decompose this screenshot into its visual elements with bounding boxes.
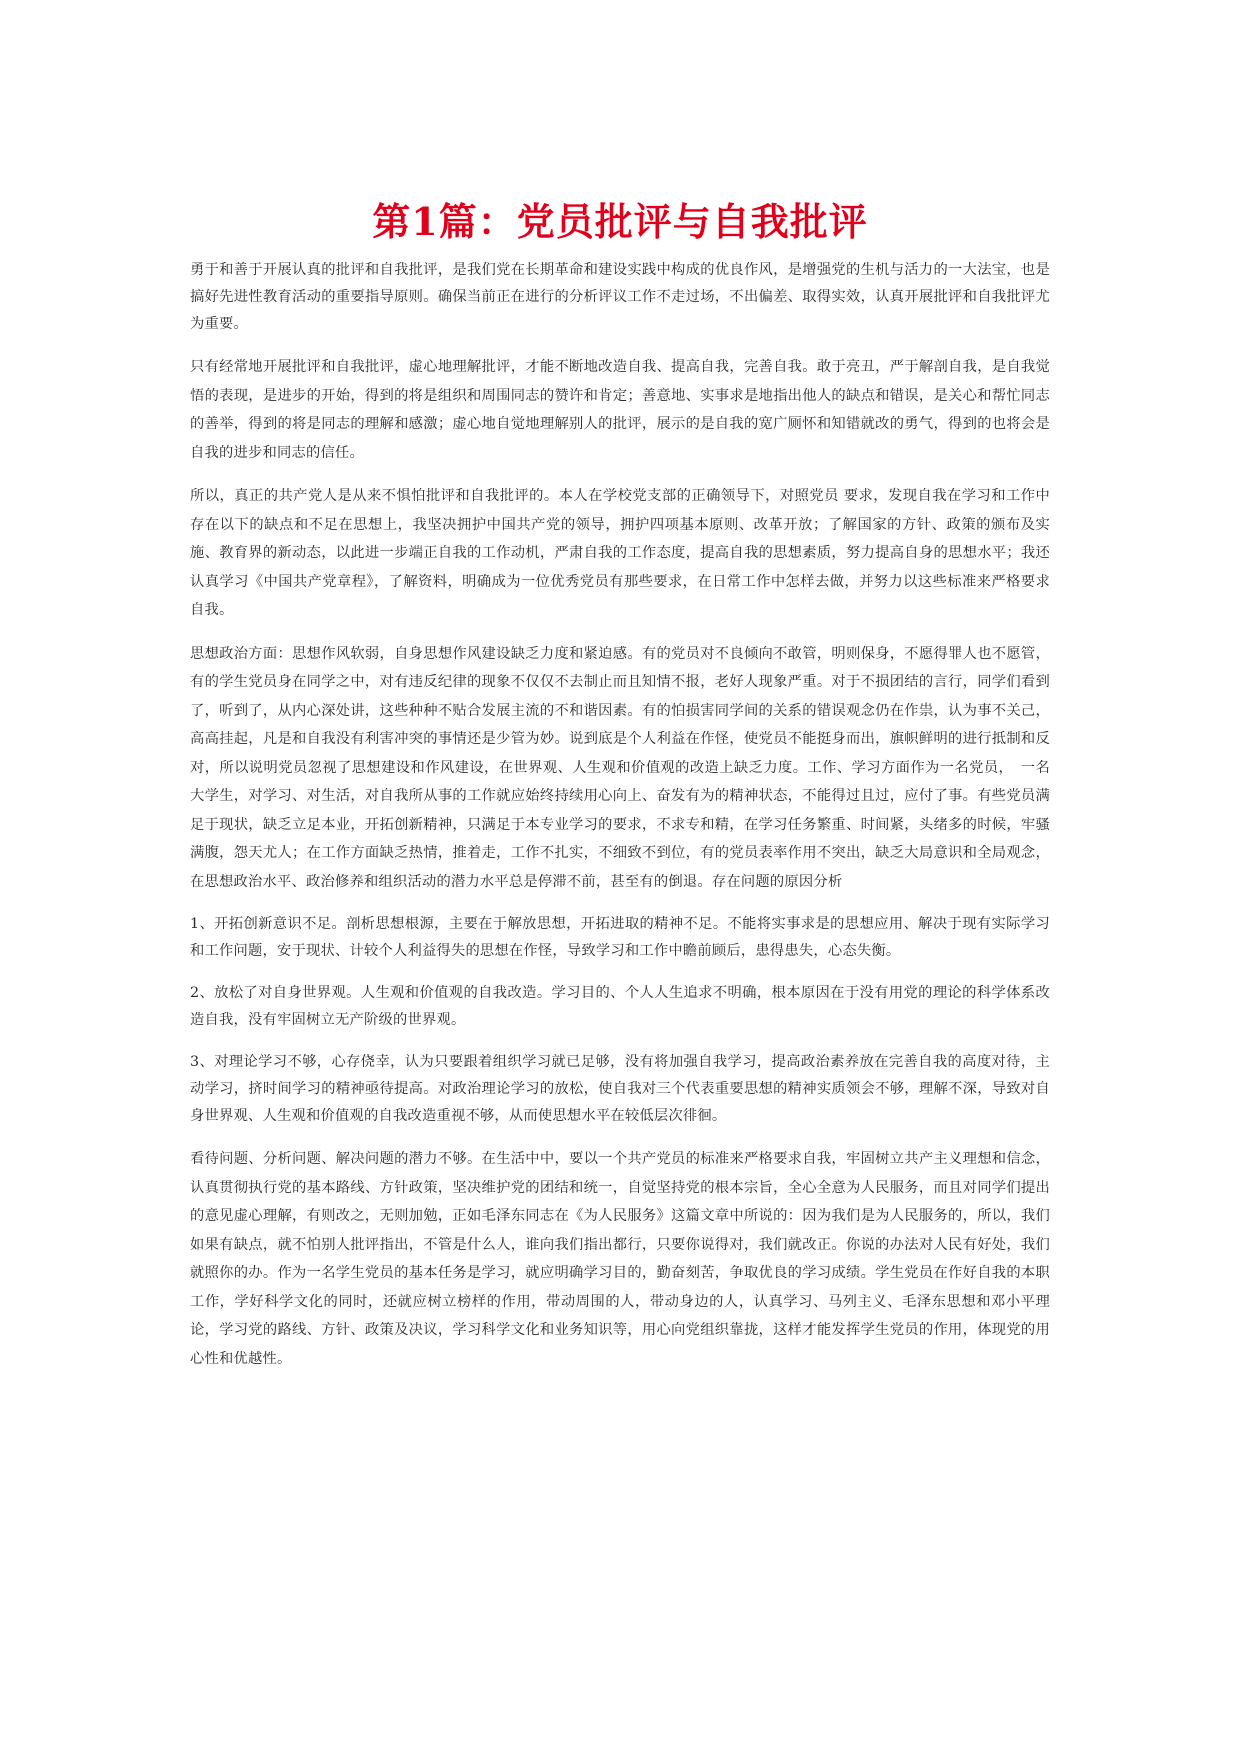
document-title: 第1篇：党员批评与自我批评	[372, 199, 868, 245]
paragraph-6: 2、放松了对自身世界观。人生观和价值观的自我改造。学习目的、个人人生追求不明确，根本原因在于没有用党的理论的科学体系改造自我，没有牢固树立无产阶级的世界观。	[190, 985, 1050, 1028]
paragraph-2: 只有经常地开展批评和自我批评，虚心地理解批评，才能不断地改造自我、提高自我，完善自我。敢于亮丑，严于解剖自我，是自我觉悟的表现，是进步的开始，得到的将是组织和周围同志的赞许和肯定；善意地、实事求是地指出他人的缺点和错误，是关心和帮忙同志的善举，得到的将是同志的理解和感激；虚心地自觉地理解别人的批评，展示的是自我的宽广厕怀和知错就改的勇气，得到的也将会是自我的进步和同志的信任。	[190, 359, 1050, 461]
paragraph-3: 所以，真正的共产党人是从来不惧怕批评和自我批评的。本人在学校党支部的正确领导下，对照党员 要求，发现自我在学习和工作中存在以下的缺点和不足在思想上，我坚决拥护中国共产党的领导，拥护四项基本原则、改革开放；了解国家的方针、政策的颁布及实施、教育界的新动态，以此进一步端正自我的工作动机，严肃自我的工作态度，提高自我的思想素质，努力提高自身的思想水平；我还认真学习《中国共产党章程》，了解资料，明确成为一位优秀党员有那些要求，在日常工作中怎样去做，并努力以这些标准来严格要求自我。	[190, 488, 1050, 618]
paragraph-1: 勇于和善于开展认真的批评和自我批评，是我们党在长期革命和建设实践中构成的优良作风，是增强党的生机与活力的一大法宝，也是搞好先进性教育活动的重要指导原则。确保当前正在进行的分析评议工作不走过场，不出偏差、取得实效，认真开展批评和自我批评尤为重要。	[190, 262, 1050, 332]
document-body	[190, 257, 1050, 1388]
paragraph-7: 3、对理论学习不够，心存侥幸，认为只要跟着组织学习就已足够，没有将加强自我学习，提高政治素养放在完善自我的高度对待，主动学习，挤时间学习的精神亟待提高。对政治理论学习的放松，使自我对三个代表重要思想的精神实质领会不够，理解不深，导致对自身世界观、人生观和价值观的自我改造重视不够，从而使思想水平在较低层次徘徊。	[190, 1054, 1050, 1124]
paragraph-4: 思想政治方面：思想作风软弱，自身思想作风建设缺乏力度和紧迫感。有的党员对不良倾向不敢管，明则保身，不愿得罪人也不愿管，有的学生党员身在同学之中，对有违反纪律的现象不仅仅不去制止而且知情不报，老好人现象严重。对于不损团结的言行，同学们看到了，听到了，从内心深处讲，这些种种不贴合发展主流的不和谐因素。有的怕损害同学间的关系的错误观念仍在作祟，认为事不关己，高高挂起，凡是和自我没有利害冲突的事情还是少管为妙。说到底是个人利益在作怪，使党员不能挺身而出，旗帜鲜明的进行抵制和反对，所以说明党员忽视了思想建设和作风建设，在世界观、人生观和价值观的改造上缺乏力度。工作、学习方面作为一名党员， 一名大学生，对学习、对生活，对自我所从事的工作就应始终持续用心向上、奋发有为的精神状态，不能得过且过，应付了事。有些党员满足于现状，缺乏立足本业，开拓创新精神，只满足于本专业学习的要求，不求专和精，在学习任务繁重、时间紧，头绪多的时候，牢骚满腹，怨天尤人；在工作方面缺乏热情，推着走，工作不扎实，不细致不到位，有的党员表率作用不突出，缺乏大局意识和全局观念，在思想政治水平、政治修养和组织活动的潜力水平总是停滞不前，甚至有的倒退。存在问题的原因分析	[190, 645, 1050, 890]
paragraph-8: 看待问题、分析问题、解决问题的潜力不够。在生活中中，要以一个共产党员的标准来严格要求自我，牢固树立共产主义理想和信念，认真贯彻执行党的基本路线、方针政策，坚决维护党的团结和统一，自觉坚持党的根本宗旨，全心全意为人民服务，而且对同学们提出的意见虚心理解，有则改之，无则加勉，正如毛泽东同志在《为人民服务》这篇文章中所说的：因为我们是为人民服务的，所以，我们如果有缺点，就不怕别人批评指出，不管是什么人，谁向我们指出都行，只要你说得对，我们就改正。你说的办法对人民有好处，我们就照你的办。作为一名学生党员的基本任务是学习，就应明确学习目的，勤奋刻苦，争取优良的学习成绩。学生党员在作好自我的本职工作，学好科学文化的同时，还就应树立榜样的作用，带动周围的人，带动身边的人，认真学习、马列主义、毛泽东思想和邓小平理论，学习党的路线、方针、政策及决议，学习科学文化和业务知识等，用心向党组织靠拢，这样才能发挥学生党员的作用，体现党的用心性和优越性。	[190, 1151, 1050, 1367]
paragraph-5: 1、开拓创新意识不足。剖析思想根源，主要在于解放思想，开拓进取的精神不足。不能将实事求是的思想应用、解决于现有实际学习和工作问题，安于现状、计较个人利益得失的思想在作怪，导致学习和工作中瞻前顾后，患得患失，心态失衡。	[190, 916, 1050, 959]
